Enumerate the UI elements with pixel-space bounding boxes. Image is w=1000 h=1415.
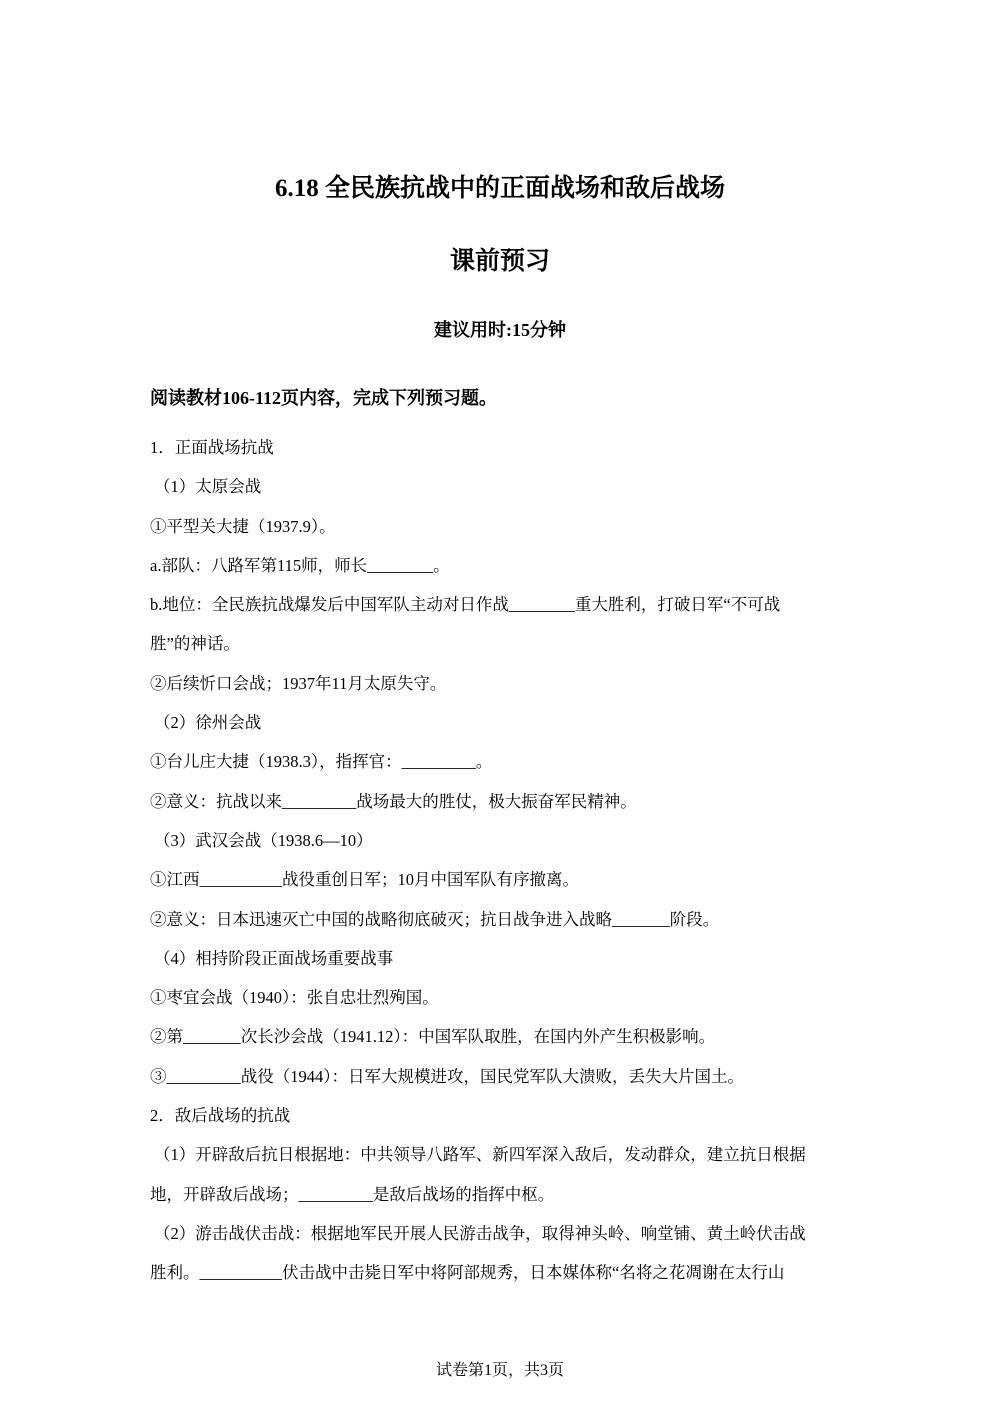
question-line: 胜利。__________伏击战中击毙日军中将阿部规秀，日本媒体称“名将之花凋谢在太行山 xyxy=(150,1263,785,1283)
question-line: （1）开辟敌后抗日根据地：中共领导八路军、新四军深入敌后，发动群众，建立抗日根据 xyxy=(154,1145,806,1165)
question-line: ②后续忻口会战；1937年11月太原失守。 xyxy=(150,673,447,693)
subsection-heading: （3）武汉会战（1938.6—10） xyxy=(154,830,373,850)
question-line: ①枣宜会战（1940）：张自忠壮烈殉国。 xyxy=(150,988,439,1008)
question-line: ①台儿庄大捷（1938.3），指挥官：_________。 xyxy=(150,752,493,772)
question-line: ②第_______次长沙会战（1941.12）：中国军队取胜，在国内外产生积极影响。 xyxy=(150,1027,716,1047)
reading-instruction: 阅读教材106-112页内容，完成下列预习题。 xyxy=(150,388,497,408)
section-heading-1: 1．正面战场抗战 xyxy=(150,438,274,457)
question-line: ②意义：日本迅速灭亡中国的战略彻底破灭；抗日战争进入战略_______阶段。 xyxy=(150,909,720,929)
subsection-heading: （1）太原会战 xyxy=(154,477,262,497)
subsection-heading: （4）相持阶段正面战场重要战事 xyxy=(154,948,394,968)
question-line: 胜”的神话。 xyxy=(150,634,240,654)
question-line: ①平型关大捷（1937.9）。 xyxy=(150,516,336,536)
time-hint: 建议用时:15分钟 xyxy=(434,320,566,340)
question-line: b.地位：全民族抗战爆发后中国军队主动对日作战________重大胜利，打破日军“不可战 xyxy=(150,595,781,615)
question-list xyxy=(150,434,850,1299)
question-line: （2）游击战伏击战：根据地军民开展人民游击战争，取得神头岭、响堂铺、黄土岭伏击战 xyxy=(154,1223,806,1243)
question-line: 地，开辟敌后战场；_________是敌后战场的指挥中枢。 xyxy=(150,1184,555,1204)
subsection-heading: （2）徐州会战 xyxy=(154,713,262,733)
document-title: 6.18 全民族抗战中的正面战场和敌后战场 xyxy=(274,175,725,202)
question-line: ③_________战役（1944）：日军大规模进攻，国民党军队大溃败，丢失大片国土。 xyxy=(150,1066,744,1086)
question-line: ②意义：抗战以来_________战场最大的胜仗，极大振奋军民精神。 xyxy=(150,791,637,811)
question-line: a.部队：八路军第115师，师长________。 xyxy=(150,555,450,575)
section-heading-2: 2．敌后战场的抗战 xyxy=(150,1106,291,1126)
question-line: ①江西__________战役重创日军；10月中国军队有序撤离。 xyxy=(150,870,579,890)
page-footer: 试卷第1页，共3页 xyxy=(435,1362,564,1379)
document-subtitle: 课前预习 xyxy=(449,248,550,275)
